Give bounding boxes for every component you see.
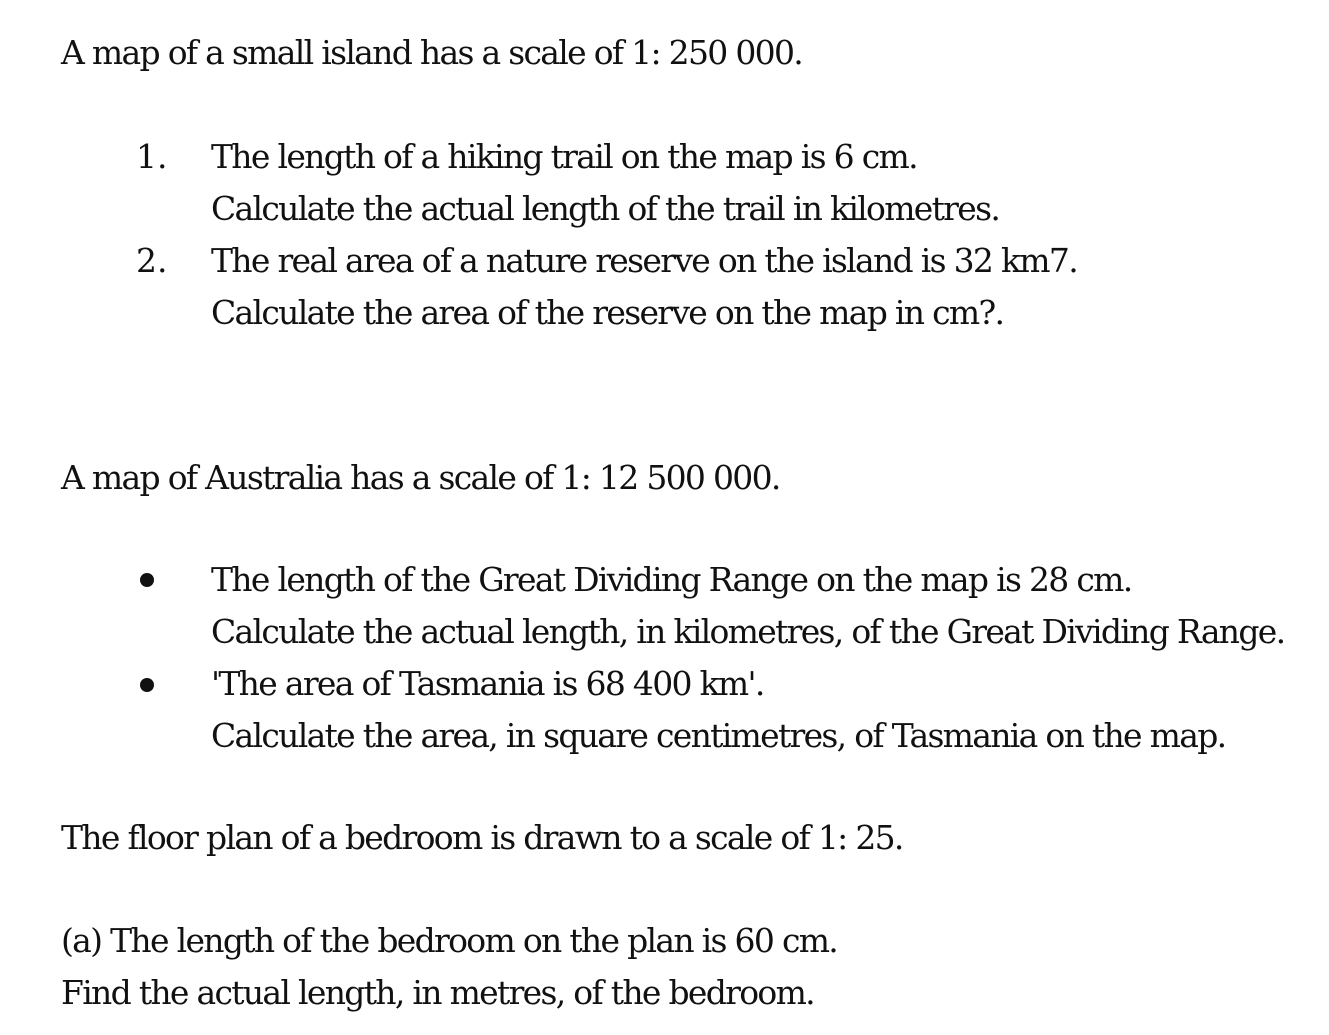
question-1-line-1: The length of a hiking trail on the map is 6 cm. [211, 137, 917, 176]
bullet-1-line-2: Calculate the actual length, in kilometres, of the Great Dividing Range. [211, 612, 1285, 651]
item-number-2: 2. [136, 241, 168, 280]
question-2-line-2: Calculate the area of the reserve on the map in cm?. [211, 293, 1004, 332]
part-a-line-2: Find the actual length, in metres, of the bedroom. [61, 973, 814, 1012]
section2-heading: A map of Australia has a scale of 1: 12 500 000. [61, 458, 780, 497]
bullet-1-line-1: The length of the Great Dividing Range on the map is 28 cm. [211, 560, 1132, 599]
bullet-2-line-2: Calculate the area, in square centimetres, of Tasmania on the map. [211, 716, 1226, 755]
bullet-icon [140, 678, 154, 692]
section3-heading: The floor plan of a bedroom is drawn to a scale of 1: 25. [61, 818, 903, 857]
item-number-1: 1. [136, 137, 168, 176]
section1-heading: A map of a small island has a scale of 1: 250 000. [61, 33, 803, 72]
question-2-line-1: The real area of a nature reserve on the island is 32 km7. [211, 241, 1077, 280]
bullet-2-line-1: 'The area of Tasmania is 68 400 km'. [211, 664, 764, 703]
question-1-line-2: Calculate the actual length of the trail in kilometres. [211, 189, 1000, 228]
part-a-line-1: (a) The length of the bedroom on the plan is 60 cm. [61, 921, 838, 960]
bullet-icon [140, 573, 154, 587]
